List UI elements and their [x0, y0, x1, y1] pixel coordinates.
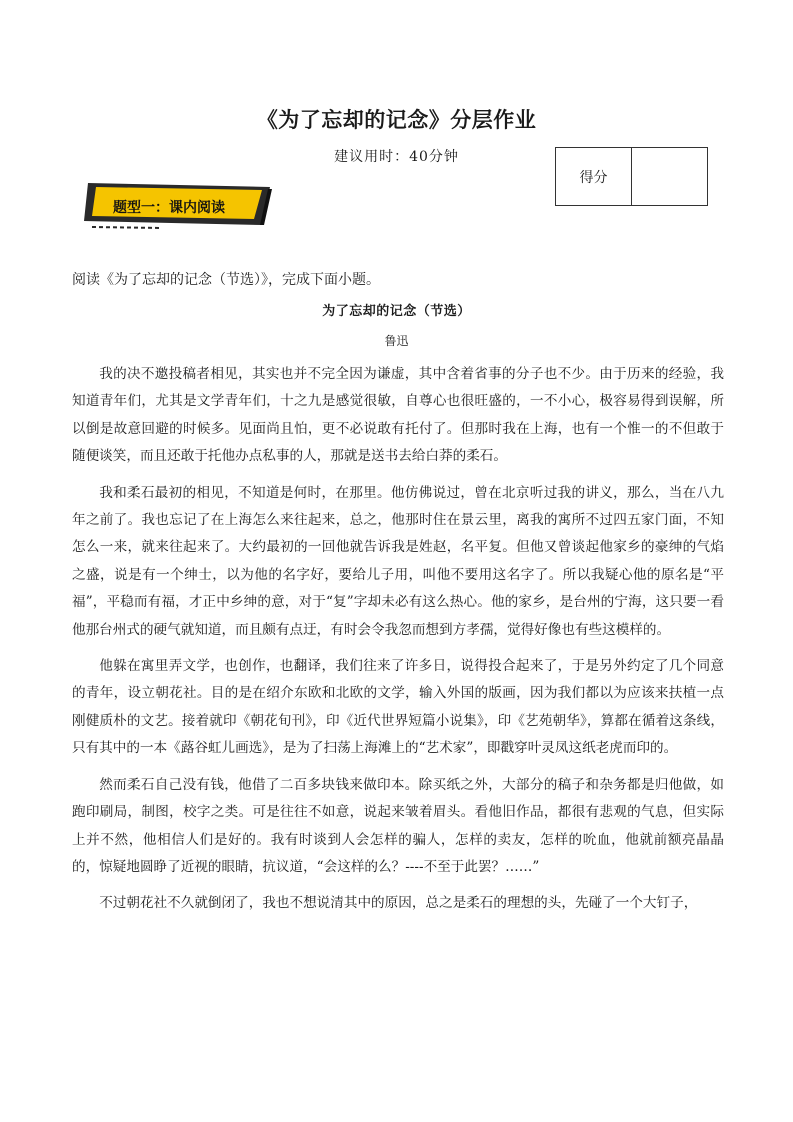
paragraph: 我的决不邀投稿者相见，其实也并不完全因为谦虚，其中含着省事的分子也不少。由于历来的经验，我知道青年们，尤其是文学青年们，十之九是感觉很敏，自尊心也很旺盛的，一不小心，极容易得到误解，所以倒是故意回避的时候多。见面尚且怕，更不必说敢有托付了。但那时我在上海，也有一个惟一的不但敢于随便谈笑，而且还敢于托他办点私事的人，那就是送书去给白莽的柔石。: [72, 366, 724, 465]
instruction-text: 阅读《为了忘却的记念（节选）》，完成下面小题。: [72, 272, 380, 288]
document-title: 《为了忘却的记念》分层作业: [256, 108, 537, 132]
section-badge-label: 题型一：课内阅读: [113, 200, 225, 216]
time-hint: 建议用时：40分钟: [334, 149, 459, 165]
score-box: [555, 147, 708, 206]
paragraph: 然而柔石自己没有钱，他借了二百多块钱来做印本。除买纸之外，大部分的稿子和杂务都是归他做，如跑印刷局，制图，校字之类。可是往往不如意，说起来皱着眉头。看他旧作品，都很有悲观的气息，但实际上并不然，他相信人们是好的。我有时谈到人会怎样的骗人，怎样的卖友，怎样的吮血，他就前额亮晶晶的，惊疑地圆睁了近视的眼睛，抗议道，“会这样的么？----不至于此罢？……”: [72, 776, 724, 875]
passage-author: 鲁迅: [384, 334, 409, 348]
paragraph: 不过朝花社不久就倒闭了，我也不想说清其中的原因，总之是柔石的理想的头，先碰了一个大钉子，: [99, 895, 698, 912]
paragraph: 他躲在寓里弄文学，也创作，也翻译，我们往来了许多日，说得投合起来了，于是另外约定了几个同意的青年，设立朝花社。目的是在绍介东欧和北欧的文学，输入外国的版画，因为我们都以为应该来扶植一点刚健质朴的文艺。接着就印《朝花旬刊》，印《近代世界短篇小说集》，印《艺苑朝华》，算都在循着这条线，只有其中的一本《蕗谷虹儿画选》，是为了扫荡上海滩上的“艺术家”，即戳穿叶灵凤这纸老虎而印的。: [72, 658, 724, 757]
score-value-cell: [632, 148, 707, 205]
passage-title: 为了忘却的记念（节选）: [322, 304, 471, 319]
score-label: 得分: [556, 148, 632, 205]
passage-body: [72, 361, 724, 927]
paragraph: 我和柔石最初的相见，不知道是何时，在那里。他仿佛说过，曾在北京听过我的讲义，那么，当在八九年之前了。我也忘记了在上海怎么来往起来，总之，他那时住在景云里，离我的寓所不过四五家门面，不知怎么一来，就来往起来了。大约最初的一回他就告诉我是姓赵，名平复。但他又曾谈起他家乡的豪绅的气焰之盛，说是有一个绅士，以为他的名字好，要给儿子用，叫他不要用这名字了。所以我疑心他的原名是“平福”，平稳而有福，才正中乡绅的意，对于“复”字却未必有这么热心。他的家乡，是台州的宁海，这只要一看他那台州式的硬气就知道，而且颇有点迂，有时会令我忽而想到方孝孺，觉得好像也有些这模样的。: [72, 484, 724, 638]
